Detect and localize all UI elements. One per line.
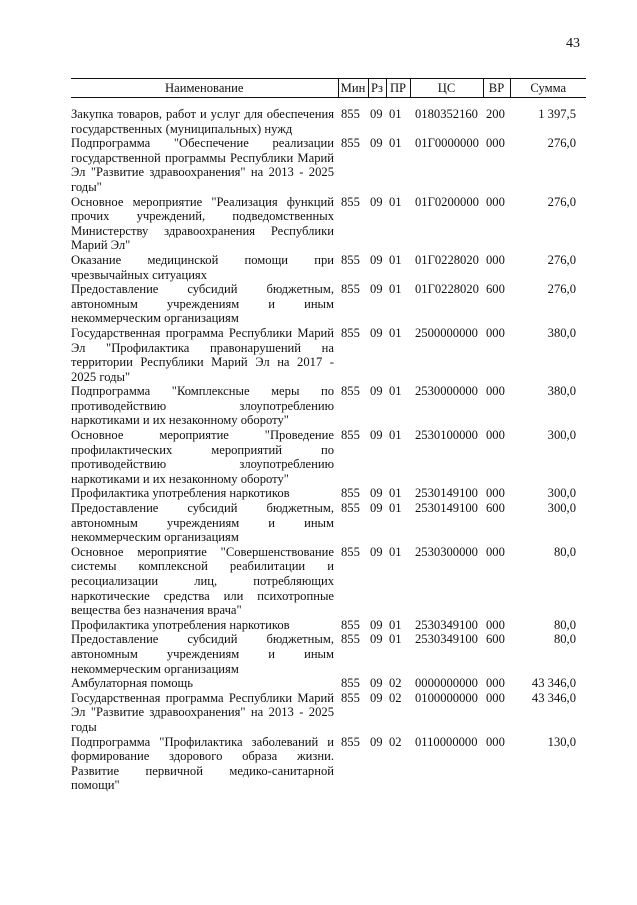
row-pr: 01: [389, 486, 402, 501]
row-name: Предоставление субсидий бюджетным, автономным учреждениям и иным некоммерческим организациям: [71, 501, 334, 545]
row-sum: 380,0: [547, 384, 576, 399]
row-name: Основное мероприятие "Проведение профилактических мероприятий по противодействию злоупотреблению наркотиками и их незаконному обороту": [71, 428, 334, 486]
table-row: [71, 253, 586, 282]
table-row: [71, 632, 586, 676]
row-min: 855: [341, 486, 360, 501]
budget-table: [71, 78, 586, 793]
row-pr: 01: [389, 428, 402, 443]
table-row: [71, 618, 586, 633]
row-rz: 09: [370, 617, 383, 632]
row-name: Основное мероприятие "Совершенствование системы комплексной реабилитации и ресоциализации лиц, потребляющих наркотические средства или психотропные вещества без назначения врача": [71, 544, 334, 618]
table-row: [71, 136, 586, 194]
row-rz: 09: [370, 384, 383, 399]
table-row: [71, 501, 586, 545]
row-name: Предоставление субсидий бюджетным, автономным учреждениям и иным некоммерческим организациям: [71, 632, 334, 676]
table-row: [71, 384, 586, 428]
row-rz: 09: [370, 734, 383, 749]
header-name: Наименование: [71, 79, 338, 98]
row-sum: 276,0: [547, 252, 576, 267]
row-pr: 01: [389, 194, 402, 209]
row-cs: 2530349100: [415, 617, 478, 632]
row-name: Подпрограмма "Профилактика заболеваний и формирование здорового образа жизни. Развитие первичной медико-санитарной помощи": [71, 734, 334, 793]
table-row: [71, 98, 586, 137]
row-pr: 01: [389, 107, 402, 121]
row-cs: 2530000000: [415, 384, 478, 399]
row-vr: 000: [486, 617, 505, 632]
row-min: 855: [341, 690, 360, 705]
row-pr: 01: [389, 325, 402, 340]
row-name: Подпрограмма "Комплексные меры по противодействию злоупотреблению наркотиками и их незаконному обороту": [71, 384, 334, 428]
header-rz: Рз: [368, 79, 386, 98]
header-cs: ЦС: [410, 79, 483, 98]
row-cs: 2530149100: [415, 486, 478, 501]
row-vr: 000: [486, 194, 505, 209]
row-min: 855: [341, 544, 360, 559]
row-vr: 000: [486, 325, 505, 340]
table-body: [71, 98, 586, 793]
row-min: 855: [341, 282, 360, 297]
row-cs: 01Г0228020: [415, 252, 479, 267]
row-pr: 02: [389, 690, 402, 705]
table-row: [71, 545, 586, 618]
row-name: Государственная программа Республики Марий Эл "Развитие здравоохранения" на 2013 - 2025 годы: [71, 690, 334, 734]
row-rz: 09: [370, 676, 383, 691]
row-pr: 01: [389, 544, 402, 559]
row-rz: 09: [370, 194, 383, 209]
row-pr: 01: [389, 632, 402, 647]
row-sum: 276,0: [547, 282, 576, 297]
row-cs: 0110000000: [415, 734, 478, 749]
row-rz: 09: [370, 544, 383, 559]
row-cs: 2530149100: [415, 501, 478, 516]
row-min: 855: [341, 617, 360, 632]
row-sum: 80,0: [553, 617, 576, 632]
row-rz: 09: [370, 136, 383, 151]
header-pr: ПР: [386, 79, 410, 98]
row-sum: 300,0: [547, 428, 576, 443]
row-name: Профилактика употребления наркотиков: [71, 486, 290, 501]
row-vr: 000: [486, 734, 505, 749]
row-min: 855: [341, 384, 360, 399]
row-sum: 43 346,0: [531, 676, 576, 691]
row-pr: 01: [389, 136, 402, 151]
row-vr: 000: [486, 384, 505, 399]
row-name: Оказание медицинской помощи при чрезвычайных ситуациях: [71, 252, 334, 282]
row-cs: 2500000000: [415, 325, 478, 340]
row-rz: 09: [370, 501, 383, 516]
row-sum: 380,0: [547, 325, 576, 340]
table-row: [71, 691, 586, 735]
row-vr: 600: [486, 282, 505, 297]
row-pr: 01: [389, 501, 402, 516]
table-header-row: [71, 79, 586, 98]
row-cs: 01Г0228020: [415, 282, 479, 297]
table-row: [71, 486, 586, 501]
table-row: [71, 195, 586, 253]
row-sum: 276,0: [547, 194, 576, 209]
row-sum: 1 397,5: [538, 107, 576, 121]
row-rz: 09: [370, 632, 383, 647]
row-vr: 600: [486, 501, 505, 516]
row-vr: 600: [486, 632, 505, 647]
row-rz: 09: [370, 325, 383, 340]
row-min: 855: [341, 136, 360, 151]
row-name: Профилактика употребления наркотиков: [71, 617, 290, 632]
row-rz: 09: [370, 282, 383, 297]
row-pr: 01: [389, 384, 402, 399]
row-cs: 0180352160: [415, 107, 478, 121]
row-rz: 09: [370, 428, 383, 443]
row-sum: 80,0: [553, 632, 576, 647]
row-sum: 43 346,0: [531, 690, 576, 705]
table-row: [71, 282, 586, 326]
row-sum: 300,0: [547, 501, 576, 516]
table-row: [71, 428, 586, 486]
row-name: Подпрограмма "Обеспечение реализации государственной программы Республики Марий Эл "Развитие здравоохранения" на 2013 - 2025 годы": [71, 136, 334, 194]
row-min: 855: [341, 632, 360, 647]
row-pr: 01: [389, 617, 402, 632]
table-row: [71, 735, 586, 793]
row-name: Предоставление субсидий бюджетным, автономным учреждениям и иным некоммерческим организациям: [71, 282, 334, 326]
row-vr: 000: [486, 428, 505, 443]
row-pr: 02: [389, 734, 402, 749]
table-row: [71, 326, 586, 384]
row-rz: 09: [370, 486, 383, 501]
row-min: 855: [341, 107, 360, 121]
row-min: 855: [341, 252, 360, 267]
row-pr: 02: [389, 676, 402, 691]
header-min: Мин: [338, 79, 368, 98]
row-pr: 01: [389, 282, 402, 297]
table-row: [71, 676, 586, 691]
row-cs: 01Г0000000: [415, 136, 479, 151]
row-sum: 130,0: [547, 734, 576, 749]
row-sum: 300,0: [547, 486, 576, 501]
row-name: Государственная программа Республики Марий Эл "Профилактика правонарушений на территории Республики Марий Эл на 2017 - 2025 годы": [71, 325, 334, 384]
row-vr: 000: [486, 676, 505, 691]
row-vr: 000: [486, 544, 505, 559]
header-vr: ВР: [483, 79, 510, 98]
row-min: 855: [341, 428, 360, 443]
row-rz: 09: [370, 252, 383, 267]
row-min: 855: [341, 501, 360, 516]
row-cs: 2530100000: [415, 428, 478, 443]
row-min: 855: [341, 734, 360, 749]
row-cs: 2530300000: [415, 544, 478, 559]
row-rz: 09: [370, 690, 383, 705]
row-vr: 000: [486, 690, 505, 705]
row-min: 855: [341, 194, 360, 209]
page-number: 43: [566, 36, 580, 51]
row-cs: 01Г0200000: [415, 194, 479, 209]
row-rz: 09: [370, 107, 383, 121]
row-name: Амбулаторная помощь: [71, 676, 193, 691]
row-sum: 276,0: [547, 136, 576, 151]
row-min: 855: [341, 676, 360, 691]
row-cs: 2530349100: [415, 632, 478, 647]
row-cs: 0100000000: [415, 690, 478, 705]
row-vr: 000: [486, 486, 505, 501]
row-name: Основное мероприятие "Реализация функций прочих учреждений, подведомственных Министерству здравоохранения Республики Марий Эл": [71, 194, 334, 253]
header-sum: Сумма: [510, 79, 586, 98]
row-vr: 200: [486, 107, 505, 121]
row-sum: 80,0: [553, 544, 576, 559]
row-vr: 000: [486, 136, 505, 151]
row-name: Закупка товаров, работ и услуг для обеспечения государственных (муниципальных) нужд: [71, 107, 334, 136]
row-cs: 0000000000: [415, 676, 478, 691]
row-min: 855: [341, 325, 360, 340]
row-vr: 000: [486, 252, 505, 267]
row-pr: 01: [389, 252, 402, 267]
